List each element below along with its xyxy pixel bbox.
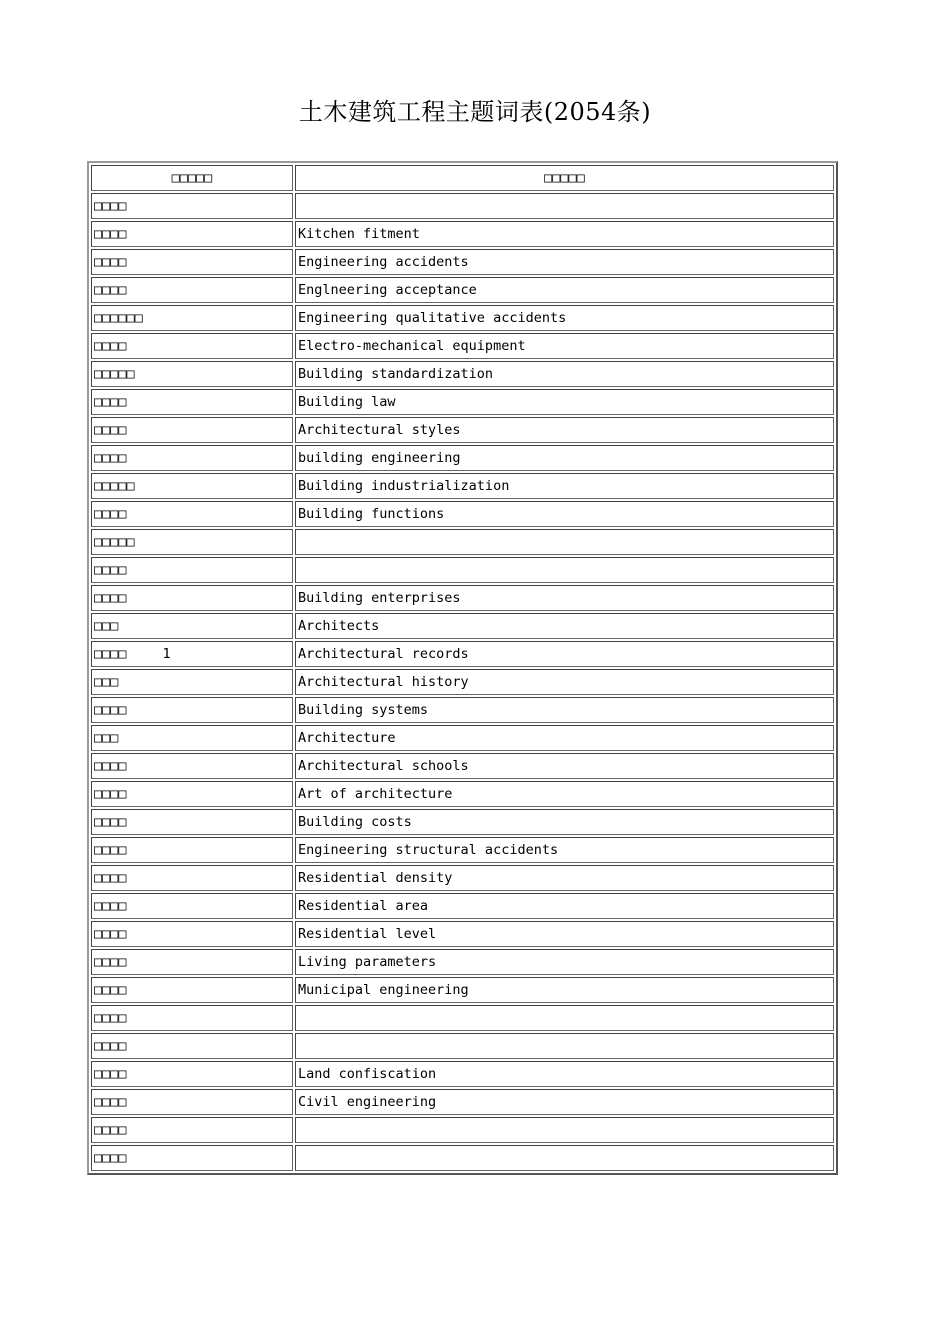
chinese-term-cell bbox=[91, 1005, 293, 1031]
chinese-term-cell bbox=[91, 1061, 293, 1087]
chinese-term-cell bbox=[91, 585, 293, 611]
english-term: Architectural styles bbox=[298, 422, 461, 438]
english-term: Engineering qualitative accidents bbox=[298, 310, 567, 326]
english-term: Municipal engineering bbox=[298, 982, 469, 998]
table-row bbox=[91, 305, 834, 331]
chinese-term-cell bbox=[91, 417, 293, 443]
english-term-cell bbox=[295, 641, 834, 667]
english-term-cell bbox=[295, 361, 834, 387]
table-row bbox=[91, 361, 834, 387]
header-english-term: □□□□□ bbox=[295, 165, 834, 191]
table-row bbox=[91, 949, 834, 975]
chinese-term-cell bbox=[91, 725, 293, 751]
english-term: Civil engineering bbox=[298, 1094, 437, 1110]
chinese-term-cell bbox=[91, 809, 293, 835]
chinese-term: □□□□□ bbox=[94, 478, 135, 494]
english-term: Building industrialization bbox=[298, 478, 510, 494]
table-row bbox=[91, 837, 834, 863]
chinese-term: □□□□ bbox=[94, 506, 127, 522]
english-term-cell bbox=[295, 669, 834, 695]
chinese-term: □□□□ bbox=[94, 870, 127, 886]
table-row bbox=[91, 1117, 834, 1143]
table-row bbox=[91, 1089, 834, 1115]
table-row bbox=[91, 333, 834, 359]
chinese-term-cell bbox=[91, 641, 293, 667]
english-term-cell bbox=[295, 921, 834, 947]
english-term: Engineering accidents bbox=[298, 254, 469, 270]
chinese-term: □□□□ bbox=[94, 842, 127, 858]
english-term: Architects bbox=[298, 618, 380, 634]
chinese-term: □□□□ bbox=[94, 422, 127, 438]
chinese-term: □□□□ bbox=[94, 786, 127, 802]
table-row bbox=[91, 193, 834, 219]
table-row bbox=[91, 1061, 834, 1087]
table-row bbox=[91, 221, 834, 247]
chinese-term-cell bbox=[91, 277, 293, 303]
chinese-term-cell bbox=[91, 305, 293, 331]
chinese-term: □□□□ bbox=[94, 198, 127, 214]
chinese-term: □□□□□ bbox=[94, 534, 135, 550]
english-term-cell bbox=[295, 1145, 834, 1171]
table-row bbox=[91, 501, 834, 527]
chinese-term: □□□□ bbox=[94, 226, 127, 242]
chinese-term: □□□□ bbox=[94, 282, 127, 298]
english-term: Englneering acceptance bbox=[298, 282, 477, 298]
english-term-cell bbox=[295, 809, 834, 835]
table-row bbox=[91, 417, 834, 443]
english-term-cell bbox=[295, 781, 834, 807]
english-term-cell bbox=[295, 249, 834, 275]
table-row bbox=[91, 921, 834, 947]
chinese-term: □□□□ bbox=[94, 926, 127, 942]
english-term-cell bbox=[295, 417, 834, 443]
table-row bbox=[91, 585, 834, 611]
thesaurus-table bbox=[89, 163, 836, 1173]
english-term-cell bbox=[295, 837, 834, 863]
english-term: Architectural records bbox=[298, 646, 469, 662]
english-term: Building costs bbox=[298, 814, 412, 830]
table-row bbox=[91, 893, 834, 919]
english-term: Building enterprises bbox=[298, 590, 461, 606]
table-row bbox=[91, 389, 834, 415]
chinese-term-cell bbox=[91, 1089, 293, 1115]
english-term-cell bbox=[295, 725, 834, 751]
table-row bbox=[91, 445, 834, 471]
chinese-term-cell bbox=[91, 697, 293, 723]
table-header-row bbox=[91, 165, 834, 191]
english-term-cell bbox=[295, 1033, 834, 1059]
chinese-term-cell bbox=[91, 473, 293, 499]
chinese-term-cell bbox=[91, 501, 293, 527]
english-term: Building functions bbox=[298, 506, 445, 522]
chinese-term: □□□□ bbox=[94, 982, 127, 998]
english-term: Building systems bbox=[298, 702, 429, 718]
chinese-term-cell bbox=[91, 557, 293, 583]
chinese-term: □□□□ bbox=[94, 338, 127, 354]
english-term-cell bbox=[295, 585, 834, 611]
chinese-term-cell bbox=[91, 837, 293, 863]
chinese-term: □□□□□ bbox=[94, 366, 135, 382]
chinese-term-cell bbox=[91, 893, 293, 919]
table-row bbox=[91, 557, 834, 583]
english-term-cell bbox=[295, 697, 834, 723]
table-row bbox=[91, 725, 834, 751]
table-row bbox=[91, 697, 834, 723]
table-row bbox=[91, 1145, 834, 1171]
chinese-term-cell bbox=[91, 445, 293, 471]
table-row bbox=[91, 1033, 834, 1059]
english-term: Art of architecture bbox=[298, 786, 453, 802]
english-term: Building law bbox=[298, 394, 396, 410]
chinese-term-cell bbox=[91, 389, 293, 415]
english-term-cell bbox=[295, 193, 834, 219]
english-term-cell bbox=[295, 445, 834, 471]
chinese-term: □□□□ bbox=[94, 1150, 127, 1166]
header-chinese-term: □□□□□ bbox=[91, 165, 293, 191]
chinese-term-cell bbox=[91, 1033, 293, 1059]
english-term-cell bbox=[295, 501, 834, 527]
chinese-term: □□□□ bbox=[94, 1122, 127, 1138]
page-title: 土木建筑工程主题词表(2054条) bbox=[298, 98, 652, 126]
english-term-cell bbox=[295, 1089, 834, 1115]
chinese-term: □□□□ bbox=[94, 590, 127, 606]
english-term-cell bbox=[295, 949, 834, 975]
table-body bbox=[91, 193, 834, 1171]
chinese-term-cell bbox=[91, 249, 293, 275]
chinese-term: □□□□ bbox=[94, 1038, 127, 1054]
english-term: Electro-mechanical equipment bbox=[298, 338, 526, 354]
english-term: Building standardization bbox=[298, 366, 494, 382]
chinese-term: □□□□ bbox=[94, 758, 127, 774]
english-term-cell bbox=[295, 613, 834, 639]
table-row bbox=[91, 753, 834, 779]
chinese-term: □□□ bbox=[94, 618, 119, 634]
english-term: Architectural schools bbox=[298, 758, 469, 774]
chinese-term-cell bbox=[91, 977, 293, 1003]
chinese-term: □□□□ bbox=[94, 254, 127, 270]
chinese-term-cell bbox=[91, 781, 293, 807]
english-term: Architectural history bbox=[298, 674, 469, 690]
chinese-term: □□□□□□ bbox=[94, 310, 143, 326]
english-term-cell bbox=[295, 221, 834, 247]
english-term-cell bbox=[295, 305, 834, 331]
chinese-term: □□□□ bbox=[94, 646, 127, 662]
chinese-term-cell bbox=[91, 753, 293, 779]
chinese-term-cell bbox=[91, 921, 293, 947]
chinese-term: □□□□ bbox=[94, 562, 127, 578]
table-row bbox=[91, 781, 834, 807]
english-term: Engineering structural accidents bbox=[298, 842, 559, 858]
chinese-term: □□□□ bbox=[94, 702, 127, 718]
english-term-cell bbox=[295, 473, 834, 499]
english-term-cell bbox=[295, 1061, 834, 1087]
chinese-term: □□□□ bbox=[94, 450, 127, 466]
table-row bbox=[91, 641, 834, 667]
english-term-cell bbox=[295, 1005, 834, 1031]
chinese-term: □□□□ bbox=[94, 1010, 127, 1026]
chinese-term-cell bbox=[91, 669, 293, 695]
english-term: Residential density bbox=[298, 870, 453, 886]
english-term: Kitchen fitment bbox=[298, 226, 420, 242]
table-row bbox=[91, 249, 834, 275]
english-term-cell bbox=[295, 893, 834, 919]
chinese-term-cell bbox=[91, 949, 293, 975]
english-term-cell bbox=[295, 557, 834, 583]
english-term: building engineering bbox=[298, 450, 461, 466]
chinese-term: □□□ bbox=[94, 730, 119, 746]
chinese-term-cell bbox=[91, 1145, 293, 1171]
english-term: Residential level bbox=[298, 926, 437, 942]
table-row bbox=[91, 473, 834, 499]
chinese-term: □□□□ bbox=[94, 954, 127, 970]
table-row bbox=[91, 277, 834, 303]
thesaurus-table-frame bbox=[87, 161, 838, 1175]
english-term: Residential area bbox=[298, 898, 429, 914]
english-term-cell bbox=[295, 753, 834, 779]
table-row bbox=[91, 977, 834, 1003]
chinese-term: □□□□ bbox=[94, 1094, 127, 1110]
chinese-term-cell bbox=[91, 333, 293, 359]
table-row bbox=[91, 669, 834, 695]
chinese-term: □□□□ bbox=[94, 1066, 127, 1082]
chinese-term-cell bbox=[91, 865, 293, 891]
english-term-cell bbox=[295, 529, 834, 555]
english-term-cell bbox=[295, 333, 834, 359]
chinese-term-cell bbox=[91, 613, 293, 639]
chinese-term: □□□□ bbox=[94, 814, 127, 830]
english-term-cell bbox=[295, 277, 834, 303]
chinese-term-cell bbox=[91, 361, 293, 387]
table-row bbox=[91, 1005, 834, 1031]
chinese-term: □□□□ bbox=[94, 898, 127, 914]
english-term-cell bbox=[295, 1117, 834, 1143]
english-term: Living parameters bbox=[298, 954, 437, 970]
english-term-cell bbox=[295, 865, 834, 891]
english-term-cell bbox=[295, 977, 834, 1003]
english-term-cell bbox=[295, 389, 834, 415]
chinese-term: □□□ bbox=[94, 674, 119, 690]
table-row bbox=[91, 809, 834, 835]
table-row bbox=[91, 613, 834, 639]
table-row bbox=[91, 529, 834, 555]
chinese-term-cell bbox=[91, 1117, 293, 1143]
chinese-term-cell bbox=[91, 221, 293, 247]
table-row bbox=[91, 865, 834, 891]
chinese-term-cell bbox=[91, 529, 293, 555]
chinese-term-cell bbox=[91, 193, 293, 219]
chinese-term: □□□□ bbox=[94, 394, 127, 410]
english-term: Land confiscation bbox=[298, 1066, 437, 1082]
term-note-number: 1 bbox=[162, 646, 171, 662]
english-term: Architecture bbox=[298, 730, 396, 746]
